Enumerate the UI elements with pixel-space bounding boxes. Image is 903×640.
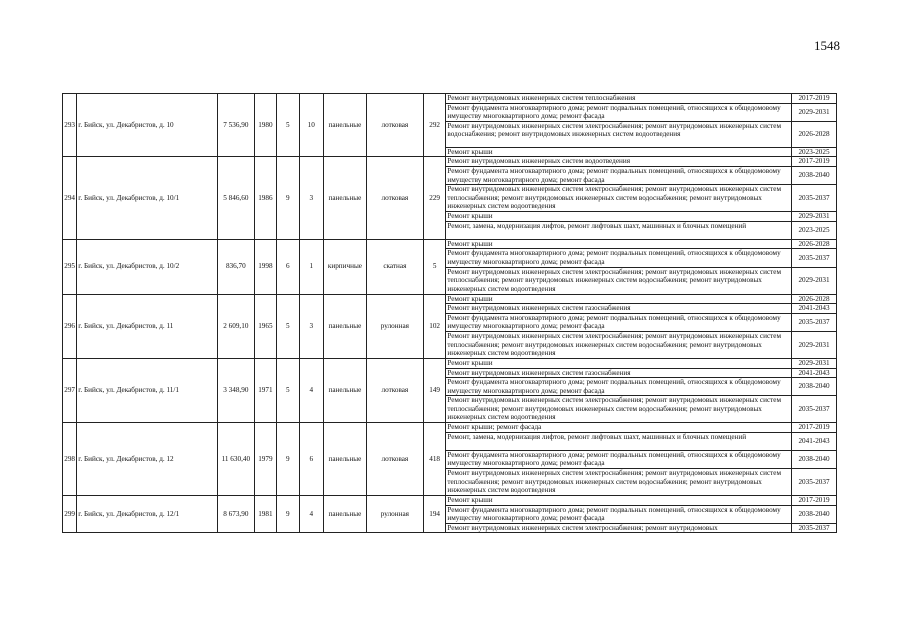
house-walls: панельные xyxy=(324,157,367,239)
house-count: 149 xyxy=(423,358,445,422)
work-description: Ремонт фундамента многоквартирного дома; ремонт подвальных помещений, относящихся к общедомовому имуществу многоквартирного дома; ремонт фасада xyxy=(446,166,792,184)
house-number: 296 xyxy=(63,294,77,358)
house-walls: панельные xyxy=(324,423,367,496)
work-description: Ремонт внутридомовых инженерных систем водоотведения xyxy=(446,157,792,167)
house-walls: кирпичные xyxy=(324,239,367,294)
work-description: Ремонт внутридомовых инженерных систем электроснабжения; ремонт внутридомовых инженерных систем водоснабжения; ремонт внутридомовых инженерных систем водоотведения xyxy=(446,121,792,147)
house-entrances: 6 xyxy=(299,423,323,496)
house-address: г. Бийск, ул. Декабристов, д. 12/1 xyxy=(77,496,218,533)
house-number: 295 xyxy=(63,239,77,294)
work-period: 2038-2040 xyxy=(792,166,837,184)
house-area: 11 630,40 xyxy=(217,423,254,496)
house-area: 8 673,90 xyxy=(217,496,254,533)
house-count: 418 xyxy=(423,423,445,496)
house-count: 102 xyxy=(423,294,445,358)
work-description: Ремонт внутридомовых инженерных систем газоснабжения xyxy=(446,368,792,378)
house-year: 1986 xyxy=(254,157,276,239)
work-description: Ремонт фундамента многоквартирного дома; ремонт подвальных помещений, относящихся к общедомовому имуществу многоквартирного дома; ремонт фасада xyxy=(446,313,792,331)
house-entrances: 1 xyxy=(299,239,323,294)
house-roof: рулонная xyxy=(366,496,423,533)
house-floors: 5 xyxy=(277,94,299,157)
house-count: 229 xyxy=(423,157,445,239)
house-roof: скатная xyxy=(366,239,423,294)
work-period: 2035-2037 xyxy=(792,523,837,533)
work-description: Ремонт внутридомовых инженерных систем электроснабжения; ремонт внутридомовых инженерных систем теплоснабжения; ремонт внутридомовых инженерных систем водоснабжения; ремонт внутридомовых инженерных систем водоотведения xyxy=(446,267,792,294)
table-row xyxy=(63,358,837,368)
work-period: 2029-2031 xyxy=(792,267,837,294)
housing-repair-table xyxy=(62,93,837,533)
house-roof: лотковая xyxy=(366,423,423,496)
house-area: 5 846,60 xyxy=(217,157,254,239)
work-period: 2023-2025 xyxy=(792,221,837,239)
table-row xyxy=(63,423,837,433)
house-floors: 5 xyxy=(277,358,299,422)
house-floors: 9 xyxy=(277,496,299,533)
work-description: Ремонт фундамента многоквартирного дома; ремонт подвальных помещений, относящихся к общедомовому имуществу многоквартирного дома; ремонт фасада xyxy=(446,505,792,523)
work-description: Ремонт крыши xyxy=(446,212,792,222)
work-period: 2029-2031 xyxy=(792,103,837,121)
house-area: 7 536,90 xyxy=(217,94,254,157)
work-description: Ремонт фундамента многоквартирного дома; ремонт подвальных помещений, относящихся к общедомовому имуществу многоквартирного дома; ремонт фасада xyxy=(446,103,792,121)
house-address: г. Бийск, ул. Декабристов, д. 12 xyxy=(77,423,218,496)
work-period: 2035-2037 xyxy=(792,185,837,212)
house-roof: рулонная xyxy=(366,294,423,358)
work-description: Ремонт крыши xyxy=(446,294,792,304)
house-year: 1965 xyxy=(254,294,276,358)
table-row xyxy=(63,94,837,104)
house-roof: лотковая xyxy=(366,358,423,422)
house-address: г. Бийск, ул. Декабристов, д. 11/1 xyxy=(77,358,218,422)
house-count: 194 xyxy=(423,496,445,533)
table-body xyxy=(63,94,837,533)
work-description: Ремонт фундамента многоквартирного дома; ремонт подвальных помещений, относящихся к общедомовому имуществу многоквартирного дома; ремонт фасада xyxy=(446,378,792,396)
work-period: 2041-2043 xyxy=(792,432,837,450)
house-number: 294 xyxy=(63,157,77,239)
table-row xyxy=(63,496,837,506)
work-description: Ремонт внутридомовых инженерных систем электроснабжения; ремонт внутридомовых инженерных систем теплоснабжения; ремонт внутридомовых инженерных систем водоснабжения; ремонт внутридомовых инженерных систем водоотведения xyxy=(446,396,792,423)
work-period: 2038-2040 xyxy=(792,450,837,468)
house-address: г. Бийск, ул. Декабристов, д. 11 xyxy=(77,294,218,358)
house-year: 1971 xyxy=(254,358,276,422)
house-year: 1980 xyxy=(254,94,276,157)
work-description: Ремонт внутридомовых инженерных систем электроснабжения; ремонт внутридомовых xyxy=(446,523,792,533)
work-description: Ремонт крыши xyxy=(446,239,792,249)
house-year: 1998 xyxy=(254,239,276,294)
work-description: Ремонт внутридомовых инженерных систем теплоснабжения xyxy=(446,94,792,104)
work-description: Ремонт внутридомовых инженерных систем электроснабжения; ремонт внутридомовых инженерных систем теплоснабжения; ремонт внутридомовых инженерных систем водоснабжения; ремонт внутридомовых инженерных систем водоотведения xyxy=(446,331,792,358)
work-period: 2035-2037 xyxy=(792,313,837,331)
table-row xyxy=(63,157,837,167)
work-period: 2038-2040 xyxy=(792,378,837,396)
house-address: г. Бийск, ул. Декабристов, д. 10/1 xyxy=(77,157,218,239)
house-address: г. Бийск, ул. Декабристов, д. 10 xyxy=(77,94,218,157)
house-entrances: 4 xyxy=(299,358,323,422)
work-description: Ремонт крыши; ремонт фасада xyxy=(446,423,792,433)
house-roof: лотковая xyxy=(366,157,423,239)
work-period: 2026-2028 xyxy=(792,239,837,249)
work-description: Ремонт фундамента многоквартирного дома; ремонт подвальных помещений, относящихся к общедомовому имуществу многоквартирного дома; ремонт фасада xyxy=(446,450,792,468)
house-floors: 9 xyxy=(277,423,299,496)
house-area: 836,70 xyxy=(217,239,254,294)
house-number: 293 xyxy=(63,94,77,157)
house-floors: 6 xyxy=(277,239,299,294)
work-period: 2023-2025 xyxy=(792,147,837,157)
house-address: г. Бийск, ул. Декабристов, д. 10/2 xyxy=(77,239,218,294)
table-row xyxy=(63,294,837,304)
house-entrances: 3 xyxy=(299,157,323,239)
work-description: Ремонт крыши xyxy=(446,147,792,157)
work-period: 2017-2019 xyxy=(792,94,837,104)
page-number: 1548 xyxy=(814,38,840,53)
work-description: Ремонт фундамента многоквартирного дома; ремонт подвальных помещений, относящихся к общедомовому имуществу многоквартирного дома; ремонт фасада xyxy=(446,249,792,267)
work-description: Ремонт внутридомовых инженерных систем электроснабжения; ремонт внутридомовых инженерных систем теплоснабжения; ремонт внутридомовых инженерных систем водоснабжения; ремонт внутридомовых инженерных систем водоотведения xyxy=(446,185,792,212)
work-description: Ремонт внутридомовых инженерных систем газоснабжения xyxy=(446,304,792,314)
house-floors: 5 xyxy=(277,294,299,358)
house-walls: панельные xyxy=(324,496,367,533)
house-number: 297 xyxy=(63,358,77,422)
house-number: 299 xyxy=(63,496,77,533)
work-description: Ремонт крыши xyxy=(446,496,792,506)
work-period: 2029-2031 xyxy=(792,331,837,358)
house-entrances: 10 xyxy=(299,94,323,157)
work-period: 2017-2019 xyxy=(792,496,837,506)
house-roof: лотковая xyxy=(366,94,423,157)
work-period: 2029-2031 xyxy=(792,212,837,222)
house-number: 298 xyxy=(63,423,77,496)
work-period: 2035-2037 xyxy=(792,396,837,423)
work-period: 2026-2028 xyxy=(792,121,837,147)
house-walls: панельные xyxy=(324,94,367,157)
work-description: Ремонт крыши xyxy=(446,358,792,368)
work-period: 2035-2037 xyxy=(792,469,837,496)
house-area: 3 348,90 xyxy=(217,358,254,422)
house-area: 2 609,10 xyxy=(217,294,254,358)
house-entrances: 3 xyxy=(299,294,323,358)
house-entrances: 4 xyxy=(299,496,323,533)
work-period: 2029-2031 xyxy=(792,358,837,368)
work-period: 2017-2019 xyxy=(792,423,837,433)
house-year: 1981 xyxy=(254,496,276,533)
work-period: 2038-2040 xyxy=(792,505,837,523)
work-period: 2041-2043 xyxy=(792,304,837,314)
work-period: 2035-2037 xyxy=(792,249,837,267)
house-walls: панельные xyxy=(324,358,367,422)
house-count: 5 xyxy=(423,239,445,294)
house-year: 1979 xyxy=(254,423,276,496)
house-walls: панельные xyxy=(324,294,367,358)
table-row xyxy=(63,239,837,249)
house-floors: 9 xyxy=(277,157,299,239)
work-description: Ремонт, замена, модернизация лифтов, ремонт лифтовых шахт, машинных и блочных помещений xyxy=(446,221,792,239)
work-description: Ремонт внутридомовых инженерных систем электроснабжения; ремонт внутридомовых инженерных систем теплоснабжения; ремонт внутридомовых инженерных систем водоснабжения; ремонт внутридомовых инженерных систем водоотведения xyxy=(446,469,792,496)
work-description: Ремонт, замена, модернизация лифтов, ремонт лифтовых шахт, машинных и блочных помещений xyxy=(446,432,792,450)
house-count: 292 xyxy=(423,94,445,157)
work-period: 2026-2028 xyxy=(792,294,837,304)
work-period: 2017-2019 xyxy=(792,157,837,167)
work-period: 2041-2043 xyxy=(792,368,837,378)
